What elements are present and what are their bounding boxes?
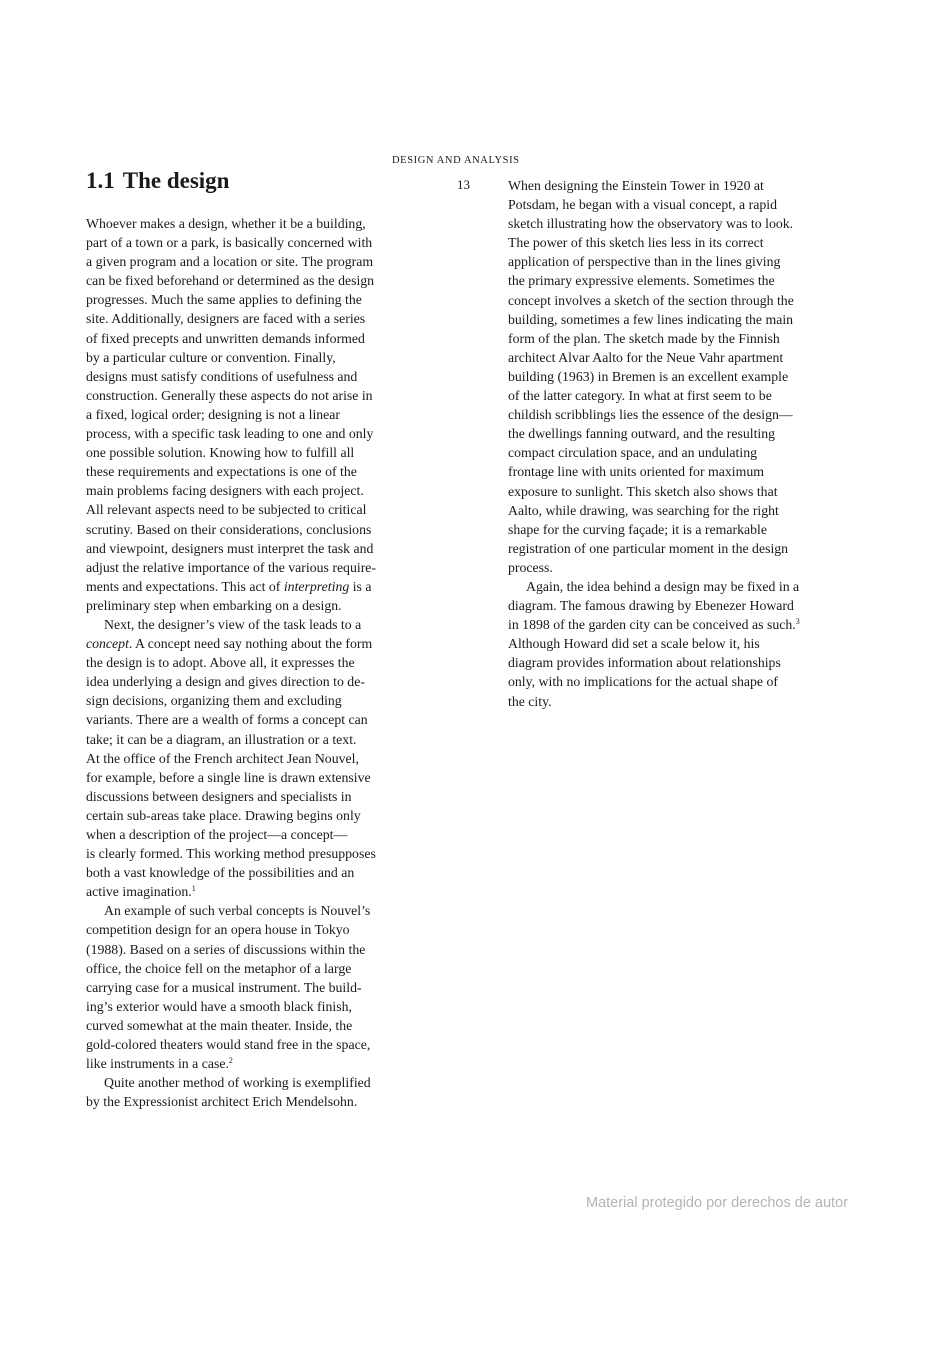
line-text: application of perspective than in the lines giving — [508, 254, 781, 270]
line-text: designs must satisfy conditions of usefulness and — [86, 368, 358, 384]
footnote-ref: 2 — [228, 1056, 233, 1066]
body-text-left-column — [86, 214, 424, 1111]
text-line — [86, 329, 424, 348]
text-line — [86, 844, 424, 863]
text-line — [86, 978, 424, 997]
text-line — [508, 462, 844, 481]
line-text: Potsdam, he began with a visual concept, a rapid — [508, 197, 777, 213]
text-line — [86, 749, 424, 768]
text-line — [508, 271, 844, 290]
text-line — [508, 653, 844, 672]
line-text: only, with no implications for the actual shape of — [508, 674, 778, 690]
line-text: At the office of the French architect Jean Nouvel, — [86, 750, 359, 766]
line-text: the city. — [508, 693, 552, 709]
text-line — [86, 882, 424, 901]
line-text: a given program and a location or site. The program — [86, 254, 374, 270]
line-text: preliminary step when embarking on a design. — [86, 597, 342, 613]
line-text: Aalto, while drawing, was searching for the right — [508, 502, 779, 518]
text-line — [508, 596, 844, 615]
text-line — [86, 233, 424, 252]
text-line — [508, 424, 844, 443]
text-line — [86, 787, 424, 806]
text-line — [86, 271, 424, 290]
line-text: idea underlying a design and gives direction to de- — [86, 674, 365, 690]
text-line — [508, 252, 844, 271]
line-text: An example of such verbal concepts is Nouvel’s — [104, 903, 371, 919]
italic-term: interpreting — [283, 578, 350, 594]
text-line — [508, 482, 844, 501]
line-text: active imagination. — [86, 884, 192, 900]
text-line — [86, 634, 424, 653]
text-line — [86, 1073, 424, 1092]
text-line — [86, 940, 424, 959]
line-text: (1988). Based on a series of discussions within the — [86, 941, 366, 957]
line-text: architect Alvar Aalto for the Neue Vahr apartment — [508, 349, 784, 365]
text-line — [86, 806, 424, 825]
line-text: curved somewhat at the main theater. Inside, the — [86, 1017, 353, 1033]
line-text: When designing the Einstein Tower in 1920 at — [508, 178, 764, 193]
line-text: a fixed, logical order; designing is not a linear — [86, 406, 341, 422]
line-text: by the Expressionist architect Erich Mendelsohn. — [86, 1094, 358, 1110]
text-line — [86, 730, 424, 749]
line-text: ing’s exterior would have a smooth black finish, — [86, 998, 352, 1014]
line-text: in 1898 of the garden city can be conceived as such. — [508, 617, 796, 633]
line-text: like instruments in a case. — [86, 1056, 229, 1072]
text-line — [508, 195, 844, 214]
text-line — [508, 577, 844, 596]
line-text: diagram. The famous drawing by Ebenezer Howard — [508, 598, 794, 614]
text-line — [86, 1035, 424, 1054]
line-text: take; it can be a diagram, an illustration or a text. — [86, 731, 357, 747]
line-text: the design is to adopt. Above all, it expresses the — [86, 655, 355, 671]
text-line — [86, 959, 424, 978]
line-text: registration of one particular moment in the design — [508, 540, 789, 556]
text-line — [508, 558, 844, 577]
line-text: adjust the relative importance of the various require- — [86, 559, 377, 575]
line-text: carrying case for a musical instrument. The build- — [86, 979, 362, 995]
line-text: main problems facing designers with each project. — [86, 483, 364, 499]
line-text: childish scribblings lies the essence of the design— — [508, 407, 793, 423]
line-text: when a description of the project—a concept— — [86, 827, 348, 842]
text-line — [86, 500, 424, 519]
text-line — [508, 539, 844, 558]
line-text: Next, the designer’s view of the task leads to a — [104, 616, 362, 632]
text-line — [86, 1016, 424, 1035]
text-line — [86, 1092, 424, 1111]
line-text: of the latter category. In what at first seem to be — [508, 388, 772, 404]
text-line — [86, 596, 424, 615]
line-text: variants. There are a wealth of forms a concept can — [86, 712, 368, 728]
line-text: can be fixed beforehand or determined as the design — [86, 273, 375, 289]
line-text: by a particular culture or convention. Finally, — [86, 349, 336, 365]
footnote-ref: 1 — [191, 884, 196, 894]
running-head: DESIGN AND ANALYSIS — [392, 155, 520, 166]
text-line — [508, 329, 844, 348]
line-text: frontage line with units oriented for maximum — [508, 464, 764, 480]
line-text: both a vast knowledge of the possibilities and an — [86, 865, 355, 881]
body-text-right-column — [508, 176, 844, 711]
text-line — [508, 348, 844, 367]
text-line — [86, 920, 424, 939]
line-text: certain sub-areas take place. Drawing begins only — [86, 807, 361, 823]
text-line — [86, 367, 424, 386]
line-text: and viewpoint, designers must interpret the task and — [86, 540, 374, 556]
text-line — [508, 310, 844, 329]
text-line — [86, 653, 424, 672]
line-text: the dwellings fanning outward, and the resulting — [508, 426, 776, 442]
page-number: 13 — [457, 177, 470, 192]
text-line — [86, 443, 424, 462]
line-text: discussions between designers and specialists in — [86, 788, 352, 804]
line-text: exposure to sunlight. This sketch also shows that — [508, 483, 778, 499]
text-line — [86, 615, 424, 634]
line-text: Again, the idea behind a design may be fixed in a — [526, 578, 800, 594]
text-line — [86, 710, 424, 729]
line-text: gold-colored theaters would stand free in the space, — [86, 1037, 371, 1053]
line-text: Whoever makes a design, whether it be a building, — [86, 216, 366, 231]
text-line — [86, 481, 424, 500]
line-text: shape for the curving façade; it is a remarkable — [508, 521, 767, 537]
text-line — [86, 672, 424, 691]
text-line — [86, 290, 424, 309]
text-line — [86, 768, 424, 787]
text-line — [86, 252, 424, 271]
text-line — [86, 462, 424, 481]
line-text: All relevant aspects need to be subjected to critical — [86, 502, 367, 518]
text-line — [86, 825, 424, 844]
text-line — [86, 348, 424, 367]
text-line — [508, 634, 844, 653]
line-text: Although Howard did set a scale below it, his — [508, 636, 760, 652]
line-text: building (1963) in Bremen is an excellent example — [508, 368, 789, 384]
text-line — [86, 558, 424, 577]
line-text: progresses. Much the same applies to defining the — [86, 292, 362, 308]
line-text: office, the choice fell on the metaphor of a large — [86, 960, 352, 976]
line-text: process. — [508, 559, 553, 575]
text-line — [508, 176, 844, 195]
text-line — [86, 309, 424, 328]
text-line — [508, 443, 844, 462]
text-line — [86, 997, 424, 1016]
line-text: competition design for an opera house in Tokyo — [86, 922, 350, 938]
line-text: of fixed precepts and unwritten demands informed — [86, 330, 365, 346]
text-line — [86, 577, 424, 596]
italic-term: concept — [86, 636, 129, 652]
line-text: ments and expectations. This act of — [86, 578, 284, 594]
text-line — [86, 214, 424, 233]
text-line — [86, 539, 424, 558]
text-line — [508, 672, 844, 691]
section-title — [86, 168, 229, 194]
line-text: . A concept need say nothing about the form — [128, 636, 373, 652]
line-text: one possible solution. Knowing how to fulfill all — [86, 445, 355, 461]
line-text: The power of this sketch lies less in its correct — [508, 235, 764, 251]
text-line — [86, 901, 424, 920]
line-text: building, sometimes a few lines indicating the main — [508, 311, 794, 327]
line-text: form of the plan. The sketch made by the Finnish — [508, 330, 780, 346]
line-text: compact circulation space, and an undulating — [508, 445, 758, 461]
copyright-watermark: Material protegido por derechos de autor — [586, 1195, 848, 1211]
line-text: part of a town or a park, is basically concerned with — [86, 235, 373, 251]
line-text: the primary expressive elements. Sometimes the — [508, 273, 775, 289]
text-line — [86, 691, 424, 710]
line-text: sign decisions, organizing them and excluding — [86, 693, 342, 709]
text-line — [508, 386, 844, 405]
text-line — [508, 520, 844, 539]
text-line — [508, 405, 844, 424]
text-line — [508, 214, 844, 233]
line-text: site. Additionally, designers are faced with a series — [86, 311, 366, 327]
text-line — [86, 863, 424, 882]
text-line — [86, 520, 424, 539]
text-line — [86, 1054, 424, 1073]
line-text: is clearly formed. This working method presupposes — [86, 846, 376, 862]
text-line — [508, 367, 844, 386]
line-text: scrutiny. Based on their considerations, conclusions — [86, 521, 372, 537]
line-text: Quite another method of working is exemplified — [104, 1075, 371, 1091]
line-text: diagram provides information about relationships — [508, 655, 781, 671]
text-line — [86, 386, 424, 405]
line-text: construction. Generally these aspects do not arise in — [86, 387, 373, 403]
text-line — [86, 424, 424, 443]
section-number: 1.1 — [86, 168, 115, 193]
line-text: these requirements and expectations is one of the — [86, 464, 357, 480]
text-line — [508, 233, 844, 252]
text-line — [508, 692, 844, 711]
text-line — [86, 405, 424, 424]
line-text: for example, before a single line is drawn extensive — [86, 769, 371, 785]
line-text: sketch illustrating how the observatory was to look. — [508, 216, 794, 232]
footnote-ref: 3 — [795, 617, 800, 627]
line-text: concept involves a sketch of the section through the — [508, 292, 794, 308]
text-line — [508, 615, 844, 634]
section-title-text: The design — [122, 168, 230, 193]
line-text: process, with a specific task leading to one and only — [86, 426, 374, 442]
line-text: is a — [349, 578, 372, 594]
text-line — [508, 501, 844, 520]
text-line — [508, 291, 844, 310]
